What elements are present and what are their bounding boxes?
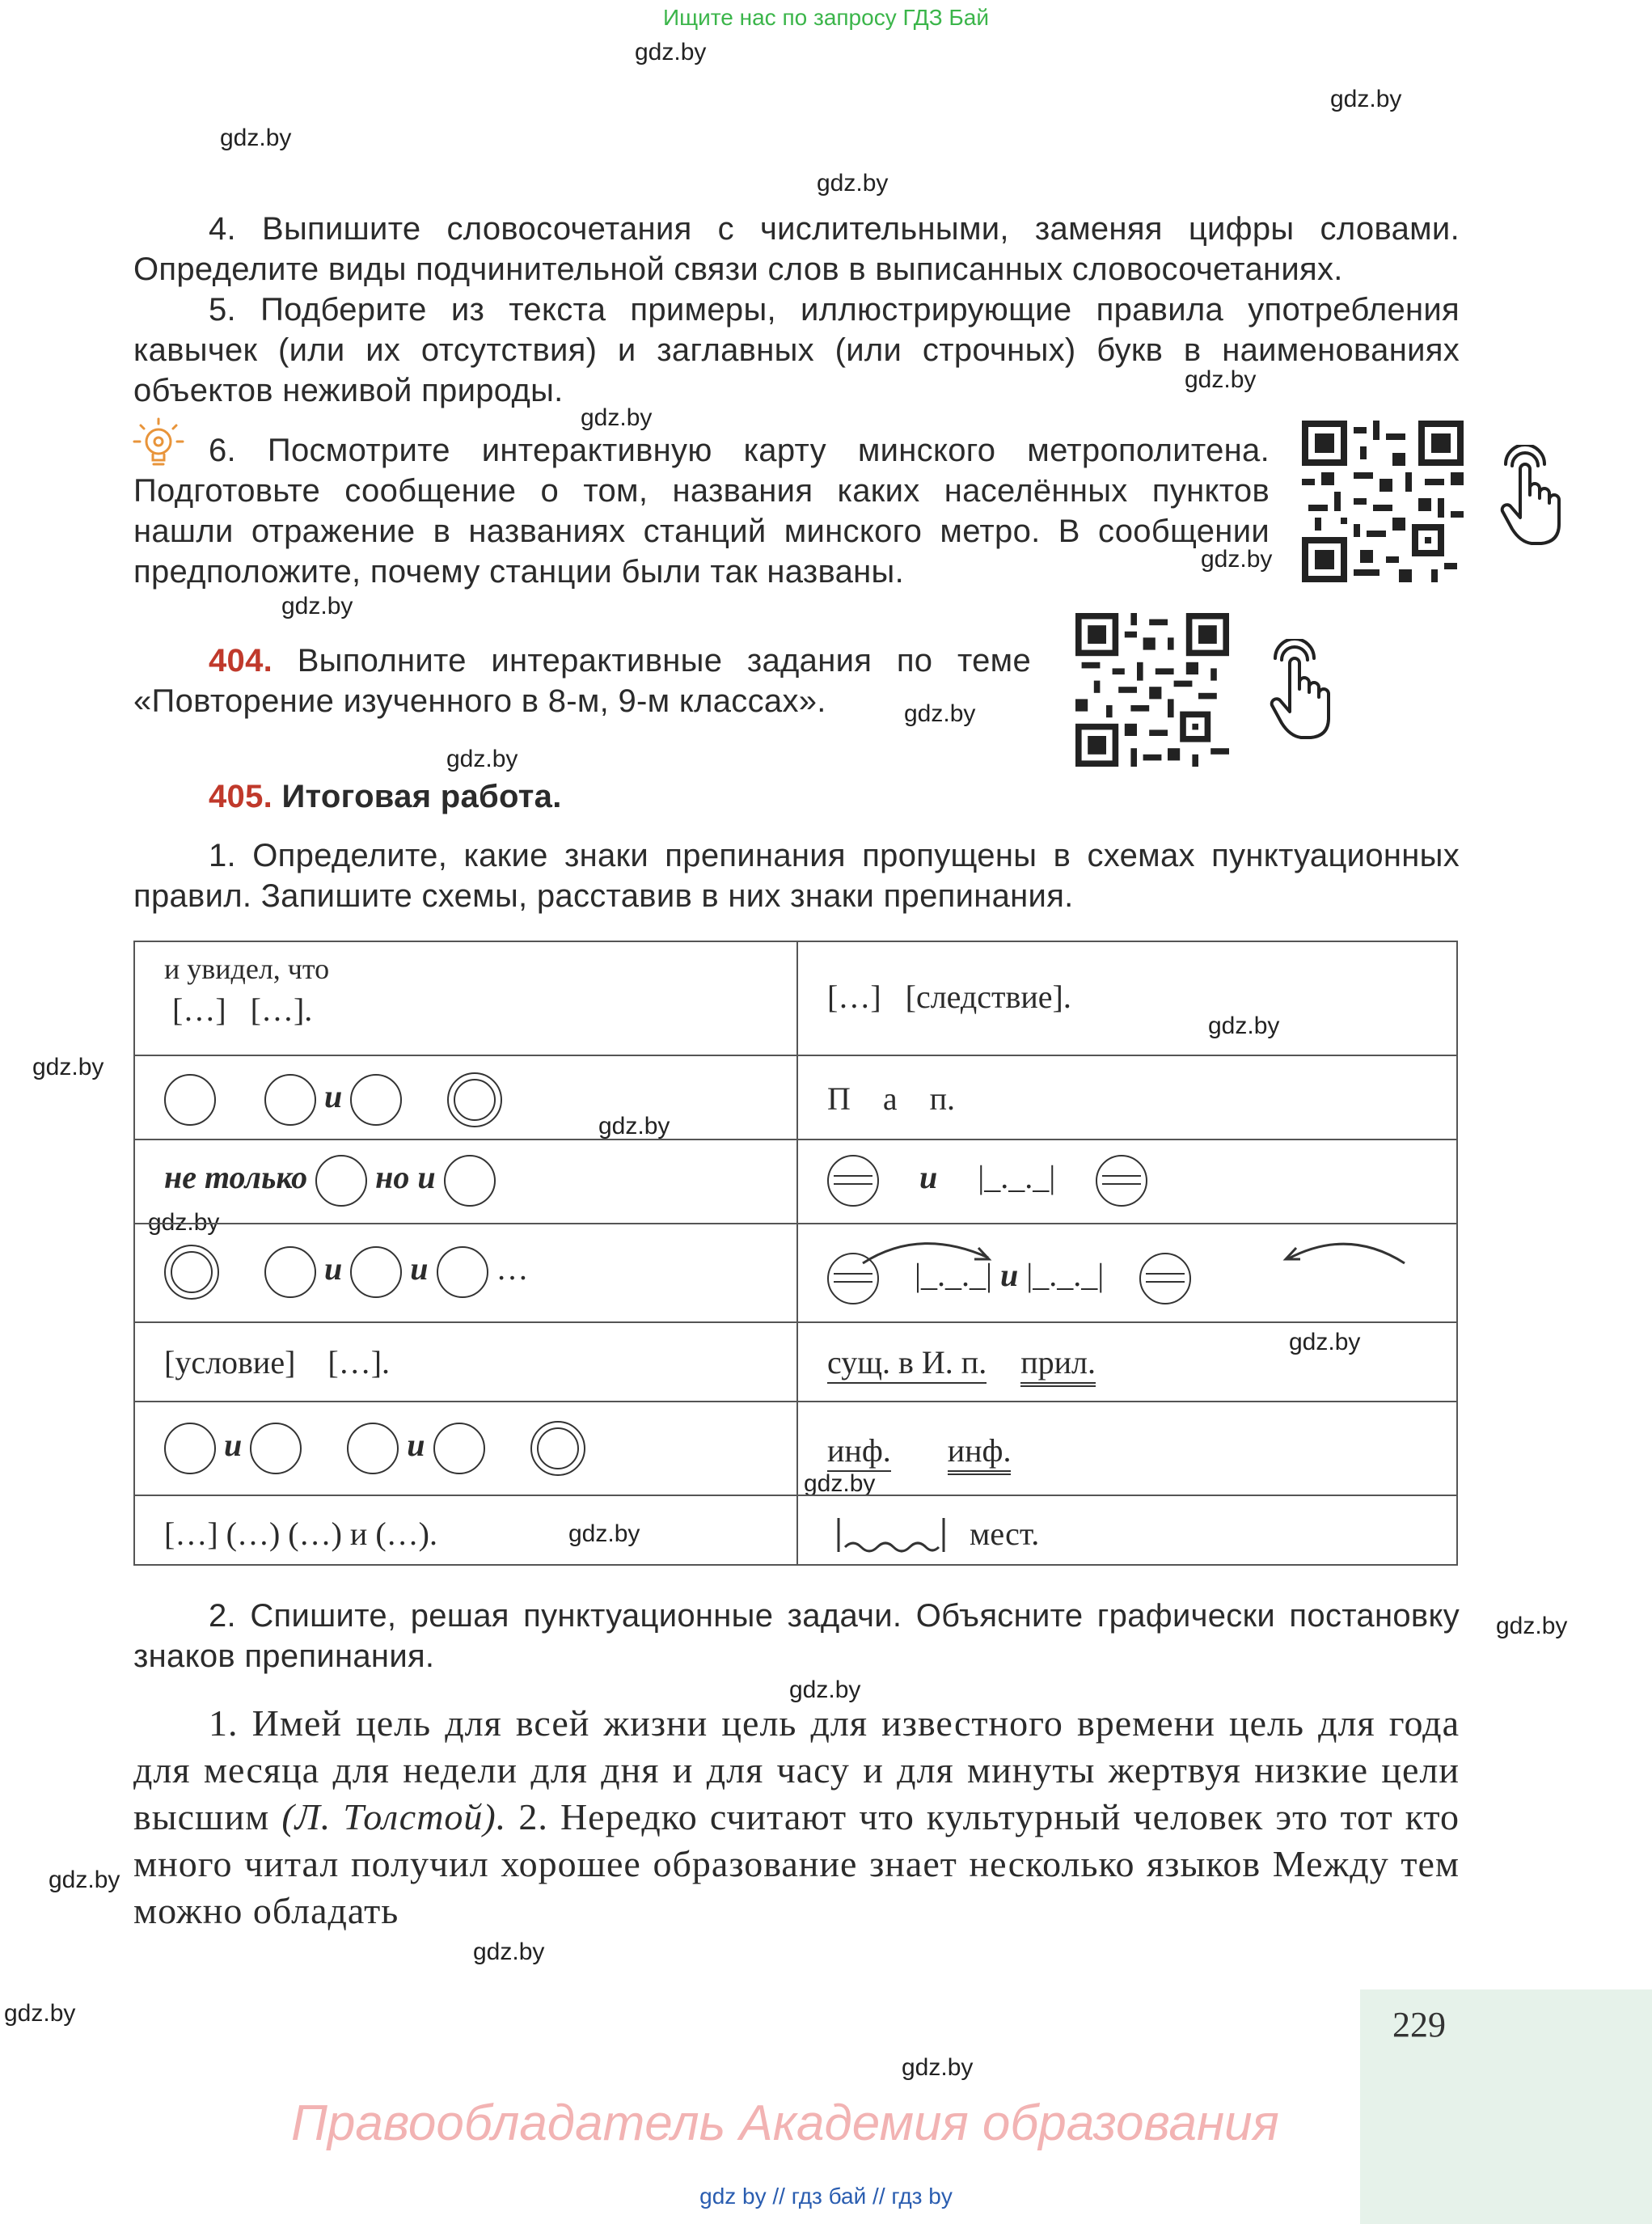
clause-circle: [164, 1423, 216, 1474]
clause-circle: [437, 1246, 488, 1298]
task-5: 5. Подберите из текста примеры, иллюстрирующие правила употребления кавычек (или их отсутствия) и заглавных (или строчных) букв в наименованиях объектов неживой природы.: [133, 292, 1460, 408]
touch-hand-icon[interactable]: [1257, 639, 1346, 744]
sentence-2: 2. Нередко считают что культурный человек это тот кто много читал получил хорошее образование знает несколько языков Между тем можно обладать: [133, 1796, 1460, 1931]
author-attribution: (Л. Толстой).: [281, 1796, 507, 1837]
watermark: gdz.by: [904, 700, 976, 727]
subtask-2: 2. Спишите, решая пунктуационные задачи. Объясните графически постановку знаков препинания.: [133, 1598, 1460, 1674]
watermark: gdz.by: [581, 404, 653, 431]
watermark: gdz.by: [1185, 366, 1257, 393]
scheme-parentheses: […] (…) (…) и (…).: [164, 1516, 437, 1552]
copyright-notice: Правообладатель Академия образования: [291, 2095, 1279, 2151]
scheme-circles-row2: [164, 1072, 502, 1127]
subject-noun: сущ. в И. п.: [827, 1344, 987, 1384]
watermark: gdz.by: [473, 1939, 545, 1965]
watermark: gdz.by: [148, 1209, 220, 1236]
double-circle: [447, 1072, 502, 1127]
clause-circle: [264, 1074, 316, 1126]
watermark: gdz.by: [49, 1867, 120, 1893]
scheme-circles-row6: [164, 1421, 585, 1476]
watermark: gdz.by: [446, 746, 518, 772]
scheme-not-only: [164, 1155, 496, 1207]
conj-and: и: [324, 1078, 343, 1115]
watermark: gdz.by: [1496, 1613, 1568, 1639]
scheme-predicate: [827, 1343, 1096, 1381]
clause-circle: [350, 1074, 402, 1126]
clause-circle: [315, 1155, 367, 1207]
member-circle: [1096, 1155, 1147, 1207]
scheme-pronoun: мест.: [970, 1516, 1040, 1552]
clause-circle: [164, 1074, 216, 1126]
scheme-circles-row4: [164, 1245, 529, 1300]
arrow-lines: [847, 1227, 1445, 1267]
scheme-homogeneous: [827, 1155, 1147, 1207]
sentence-1: 1. Имей цель для всей жизни цель для известного времени цель для года для месяца для недели для дня и для часу и для минуты жертвуя низкие цели высшим: [133, 1702, 1460, 1837]
watermark: gdz.by: [817, 170, 889, 197]
watermark: gdz.by: [281, 593, 353, 619]
watermark: gdz.by: [598, 1113, 670, 1139]
touch-hand-icon[interactable]: [1488, 445, 1577, 550]
watermark: gdz.by: [4, 2000, 76, 2027]
clause-circle: [264, 1246, 316, 1298]
conj-and: и: [919, 1159, 938, 1196]
clause-circle: [433, 1423, 485, 1474]
punctuation-schemes-table: [133, 941, 1458, 1566]
exercise-number: 405.: [209, 779, 273, 814]
conj-but-also: но и: [375, 1159, 436, 1196]
watermark: gdz.by: [902, 2054, 974, 2081]
watermark: gdz.by: [789, 1676, 861, 1703]
scheme-direct-speech: П а п.: [827, 1080, 956, 1117]
exercise-405-title: Итоговая работа.: [281, 779, 562, 814]
subtask-1: 1. Определите, какие знаки препинания пропущены в схемах пунктуационных правил. Запишите схемы, расставив в них знаки препинания.: [133, 838, 1460, 914]
qr-code-interactive-tasks[interactable]: [1075, 613, 1229, 767]
clause-circle: [347, 1423, 399, 1474]
scheme-condition: [условие] […].: [164, 1344, 391, 1380]
task-6: 6. Посмотрите интерактивную карту минского метрополитена. Подготовьте сообщение о том, названия каких населённых пунктов нашли отражение в названиях станций минского метро. В сообщении предположите, почему станции были так названы.: [133, 433, 1270, 590]
scheme-consequence: […] [следствие].: [827, 979, 1071, 1015]
conj-and: и: [224, 1427, 243, 1464]
scheme-infinitive: [827, 1431, 1011, 1469]
clause-circle: [444, 1155, 496, 1207]
watermark: gdz.by: [32, 1054, 104, 1080]
exercise-text: [133, 1700, 1460, 1934]
subject-infinitive: инф.: [827, 1432, 891, 1472]
footer-links[interactable]: gdz by // гдз бай // гдз by: [699, 2184, 953, 2209]
table-row: [135, 942, 1456, 1056]
predicate-infinitive: инф.: [948, 1432, 1012, 1475]
exercise-404-text: Выполните интерактивные задания по теме «Повторение изученного в 8-м, 9-м классах».: [133, 643, 1032, 719]
task-4: 4. Выпишите словосочетания с числительными, заменяя цифры словами. Определите виды подчинительной связи слов в выписанных словосочетаниях.: [133, 211, 1460, 287]
conj-and: и: [410, 1250, 429, 1287]
wavy-underline-bracket: [835, 1515, 949, 1557]
watermark: gdz.by: [1289, 1329, 1361, 1355]
exercise-404: [133, 641, 1031, 721]
conj-and: и: [324, 1250, 343, 1287]
page-number: 229: [1392, 2005, 1446, 2044]
member-circle: [827, 1155, 879, 1207]
clause-circle: [250, 1423, 302, 1474]
participial-bracket: |_._._|: [915, 1257, 993, 1294]
clause-circle: [350, 1246, 402, 1298]
double-circle: [530, 1421, 585, 1476]
watermark: gdz.by: [220, 125, 292, 151]
conj-not-only: не только: [164, 1159, 308, 1196]
scheme-conjunction: и увидел, что: [164, 953, 330, 985]
participial-bracket: |_._._|: [1026, 1257, 1105, 1294]
watermark: gdz.by: [804, 1470, 876, 1497]
watermark: gdz.by: [1208, 1013, 1280, 1039]
predicate-adjective: прил.: [1020, 1344, 1096, 1387]
watermark: gdz.by: [1330, 86, 1402, 112]
watermark: gdz.by: [568, 1520, 640, 1547]
qr-code-metro-map[interactable]: [1302, 421, 1464, 582]
conj-and: и: [407, 1427, 425, 1464]
watermark: gdz.by: [635, 39, 707, 66]
exercise-number: 404.: [209, 643, 273, 679]
ellipsis: …: [496, 1250, 529, 1287]
watermark: gdz.by: [1201, 546, 1273, 573]
top-banner[interactable]: Ищите нас по запросу ГДЗ Бай: [662, 5, 990, 30]
participial-bracket: |_._._|: [978, 1159, 1056, 1196]
exercise-405: [133, 776, 1460, 817]
conj-and: и: [1000, 1257, 1019, 1294]
double-circle: [164, 1245, 219, 1300]
scheme-brackets: […] […].: [172, 991, 313, 1028]
